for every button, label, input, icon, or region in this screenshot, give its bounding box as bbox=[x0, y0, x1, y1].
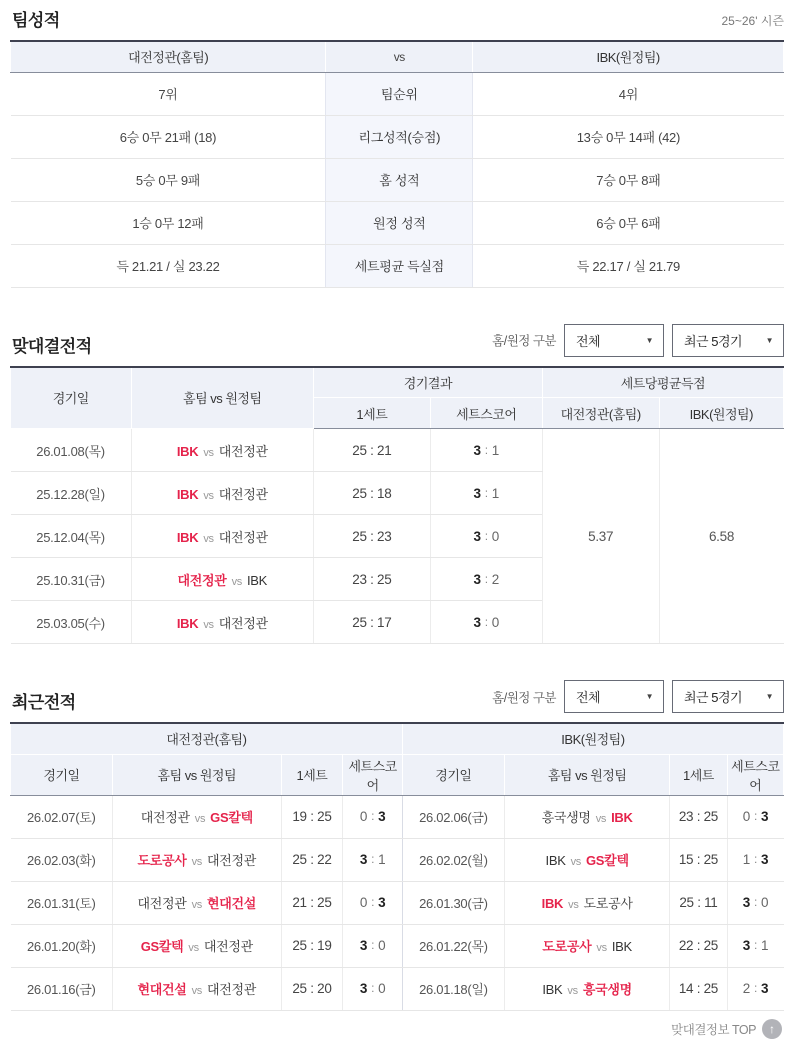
matchup bbox=[131, 601, 313, 644]
matchup-col-header: 홈팀 vs 원정팀 bbox=[113, 754, 282, 795]
table-row bbox=[11, 795, 784, 838]
home-team: 도로공사 bbox=[542, 939, 592, 954]
home-team-header: 대전정관(홈팀) bbox=[11, 41, 326, 72]
away-team: IBK bbox=[246, 572, 268, 588]
left-group-header: 대전정관(홈팀) bbox=[11, 723, 403, 754]
home-sets: 3 bbox=[742, 895, 750, 910]
team-stats-title: 팀성적 bbox=[12, 11, 60, 30]
matchup bbox=[504, 838, 669, 881]
colon: : bbox=[484, 442, 488, 457]
first-set-score: 25 : 17 bbox=[314, 601, 431, 644]
vs-label: vs bbox=[191, 985, 202, 997]
away-sets: 1 bbox=[491, 442, 499, 458]
matchup bbox=[504, 967, 669, 1010]
vs-label: vs bbox=[231, 575, 242, 588]
colon: : bbox=[484, 485, 488, 500]
away-team-header: IBK(원정팀) bbox=[473, 41, 784, 72]
matchup-col-header: 홈팀 vs 원정팀 bbox=[131, 367, 313, 429]
matchup bbox=[131, 472, 313, 515]
match-date: 25.03.05(수) bbox=[11, 601, 132, 644]
away-sets: 0 bbox=[491, 528, 499, 544]
home-sets: 3 bbox=[473, 571, 481, 587]
away-team: 대전정관 bbox=[203, 939, 253, 954]
colon: : bbox=[371, 938, 375, 952]
chevron-down-icon: ▼ bbox=[765, 692, 773, 701]
home-team: 대전정관 bbox=[140, 810, 190, 825]
match-date: 26.01.30(금) bbox=[402, 881, 504, 924]
match-date: 26.02.03(화) bbox=[11, 838, 113, 881]
home-value: 5승 0무 9패 bbox=[11, 158, 326, 201]
table-row bbox=[11, 158, 784, 201]
away-sets: 2 bbox=[491, 571, 499, 587]
home-team: 대전정관 bbox=[177, 572, 227, 588]
setscore-col-header: 세트스코어 bbox=[727, 754, 783, 795]
right-group-header: IBK(원정팀) bbox=[402, 723, 783, 754]
result-group-header: 경기결과 bbox=[314, 367, 543, 398]
stat-label: 팀순위 bbox=[326, 72, 473, 115]
colon: : bbox=[371, 981, 375, 995]
away-sets: 1 bbox=[491, 485, 499, 501]
home-sets: 0 bbox=[742, 809, 750, 824]
date-col-header: 경기일 bbox=[11, 754, 113, 795]
away-sets: 1 bbox=[378, 852, 386, 867]
h2h-filters bbox=[492, 324, 784, 357]
vs-label: vs bbox=[567, 985, 578, 997]
recent-header bbox=[10, 680, 784, 713]
away-value: 7승 0무 8패 bbox=[473, 158, 784, 201]
colon: : bbox=[371, 809, 375, 823]
first-set-score: 14 : 25 bbox=[670, 967, 727, 1010]
vs-label: vs bbox=[191, 856, 202, 868]
first-set-score: 25 : 19 bbox=[281, 924, 343, 967]
away-value: 4위 bbox=[473, 72, 784, 115]
away-sets: 3 bbox=[761, 852, 769, 867]
away-sets: 3 bbox=[378, 809, 386, 824]
set-score bbox=[343, 838, 403, 881]
team-stats-head-row bbox=[11, 41, 784, 72]
avg-points-away: 6.58 bbox=[659, 429, 783, 644]
home-sets: 1 bbox=[742, 852, 750, 867]
away-team: 대전정관 bbox=[218, 529, 268, 545]
first-set-score: 25 : 23 bbox=[314, 515, 431, 558]
scope-select-value: 전체 bbox=[576, 333, 601, 349]
home-sets: 3 bbox=[473, 442, 481, 458]
home-team: GS칼텍 bbox=[140, 939, 184, 954]
home-team: IBK bbox=[176, 486, 199, 502]
chevron-down-icon: ▼ bbox=[645, 692, 653, 701]
away-sets: 0 bbox=[761, 895, 769, 910]
away-team: 현대건설 bbox=[206, 896, 257, 911]
first-set-score: 25 : 20 bbox=[281, 967, 343, 1010]
vs-label: vs bbox=[570, 856, 581, 868]
set-score bbox=[430, 601, 542, 644]
away-team: GS칼텍 bbox=[210, 810, 253, 825]
match-date: 25.10.31(금) bbox=[11, 558, 132, 601]
first-set-score: 25 : 11 bbox=[670, 881, 727, 924]
vs-label: vs bbox=[595, 813, 607, 825]
home-away-filter-label: 홈/원정 구분 bbox=[492, 334, 556, 348]
away-value: 6승 0무 6패 bbox=[473, 201, 784, 244]
colon: : bbox=[753, 809, 758, 823]
colon: : bbox=[753, 981, 758, 995]
set-score bbox=[430, 515, 542, 558]
vs-label: vs bbox=[596, 942, 607, 954]
home-value: 1승 0무 12패 bbox=[11, 201, 326, 244]
matchup bbox=[131, 515, 313, 558]
home-team: 도로공사 bbox=[137, 853, 187, 868]
home-sets: 3 bbox=[473, 614, 481, 630]
away-team: 도로공사 bbox=[583, 896, 633, 911]
away-sets: 3 bbox=[761, 981, 769, 996]
season-label: 25~26' 시즌 bbox=[721, 14, 784, 28]
away-sets: 1 bbox=[761, 938, 769, 953]
home-team: IBK bbox=[545, 853, 566, 868]
away-sets: 0 bbox=[378, 981, 386, 996]
recent-title: 최근전적 bbox=[12, 693, 76, 712]
stat-label: 리그성적(승점) bbox=[326, 115, 473, 158]
home-sets: 3 bbox=[359, 938, 368, 953]
vs-label: vs bbox=[203, 618, 214, 631]
matchup bbox=[504, 924, 669, 967]
home-sets: 3 bbox=[473, 528, 481, 544]
table-row bbox=[11, 881, 784, 924]
avg-points-home: 5.37 bbox=[542, 429, 659, 644]
away-sets: 3 bbox=[378, 895, 386, 910]
away-team: IBK bbox=[611, 810, 633, 825]
h2h-header bbox=[10, 324, 784, 357]
match-date: 26.02.06(금) bbox=[402, 795, 504, 838]
home-team: IBK bbox=[176, 529, 199, 545]
home-sets: 3 bbox=[473, 485, 481, 501]
chevron-down-icon: ▼ bbox=[765, 335, 773, 345]
avg-group-header: 세트당평균득점 bbox=[542, 367, 783, 398]
matchup bbox=[131, 558, 313, 601]
range-select[interactable] bbox=[672, 324, 784, 357]
scope-select[interactable] bbox=[564, 324, 664, 357]
colon: : bbox=[371, 852, 375, 866]
set-score bbox=[343, 924, 403, 967]
first-set-score: 25 : 21 bbox=[314, 429, 431, 472]
match-date: 26.02.02(월) bbox=[402, 838, 504, 881]
set-score bbox=[430, 558, 542, 601]
away-sets: 0 bbox=[378, 938, 386, 953]
first-set-score: 23 : 25 bbox=[314, 558, 431, 601]
set-score bbox=[430, 429, 542, 472]
home-team: 대전정관 bbox=[137, 896, 187, 911]
match-date: 25.12.04(목) bbox=[11, 515, 132, 558]
setscore-col-header: 세트스코어 bbox=[343, 754, 403, 795]
match-date: 26.01.31(토) bbox=[11, 881, 113, 924]
home-sets: 3 bbox=[359, 852, 368, 867]
table-row bbox=[11, 115, 784, 158]
match-date: 26.01.08(목) bbox=[11, 429, 132, 472]
home-sets: 0 bbox=[359, 809, 368, 824]
match-date: 26.02.07(토) bbox=[11, 795, 113, 838]
matchup-col-header: 홈팀 vs 원정팀 bbox=[504, 754, 669, 795]
colon: : bbox=[484, 571, 488, 586]
colon: : bbox=[484, 528, 488, 543]
set1-col-header: 1세트 bbox=[670, 754, 727, 795]
home-value: 득 21.21 / 실 23.22 bbox=[11, 244, 326, 287]
first-set-score: 22 : 25 bbox=[670, 924, 727, 967]
h2h-table bbox=[10, 366, 784, 645]
table-row bbox=[11, 924, 784, 967]
home-value: 7위 bbox=[11, 72, 326, 115]
home-away-filter-label: 홈/원정 구분 bbox=[492, 690, 556, 705]
colon: : bbox=[753, 938, 758, 952]
home-sets: 3 bbox=[359, 981, 368, 996]
away-sets: 3 bbox=[761, 809, 769, 824]
away-team: IBK bbox=[611, 939, 632, 954]
matchup bbox=[113, 838, 282, 881]
set-score bbox=[727, 838, 783, 881]
avg-home-col-header: 대전정관(홈팀) bbox=[542, 398, 659, 429]
away-team: 대전정관 bbox=[218, 443, 268, 459]
set-score bbox=[727, 924, 783, 967]
range-select-value: 최근 5경기 bbox=[684, 333, 743, 349]
home-team: 현대건설 bbox=[137, 982, 187, 997]
table-row bbox=[11, 838, 784, 881]
match-date: 25.12.28(일) bbox=[11, 472, 132, 515]
away-team: GS칼텍 bbox=[586, 853, 629, 868]
away-value: 득 22.17 / 실 21.79 bbox=[473, 244, 784, 287]
h2h-title: 맞대결전적 bbox=[12, 336, 92, 356]
range-select[interactable] bbox=[672, 680, 784, 713]
away-team: 대전정관 bbox=[218, 615, 268, 631]
scope-select-value: 전체 bbox=[576, 690, 601, 705]
date-col-header: 경기일 bbox=[11, 367, 132, 429]
table-row bbox=[11, 244, 784, 287]
home-value: 6승 0무 21패 (18) bbox=[11, 115, 326, 158]
home-team: IBK bbox=[541, 896, 564, 911]
set-score bbox=[343, 881, 403, 924]
away-team: 대전정관 bbox=[206, 982, 257, 997]
vs-label: vs bbox=[203, 532, 214, 545]
stat-label: 원정 성적 bbox=[326, 201, 473, 244]
match-date: 26.01.22(목) bbox=[402, 924, 504, 967]
matchup bbox=[131, 429, 313, 472]
vs-label: vs bbox=[203, 489, 214, 502]
colon: : bbox=[484, 614, 488, 629]
match-date: 26.01.18(일) bbox=[402, 967, 504, 1010]
matchup bbox=[504, 795, 669, 838]
table-row bbox=[11, 967, 784, 1010]
colon: : bbox=[371, 895, 375, 909]
set-score bbox=[343, 967, 403, 1010]
home-team: IBK bbox=[176, 615, 199, 631]
home-team: IBK bbox=[176, 443, 199, 459]
date-col-header: 경기일 bbox=[402, 754, 504, 795]
table-row bbox=[11, 201, 784, 244]
set-score bbox=[727, 967, 783, 1010]
set1-col-header: 1세트 bbox=[281, 754, 343, 795]
away-team: 대전정관 bbox=[218, 486, 268, 502]
away-sets: 0 bbox=[491, 614, 499, 630]
matchup bbox=[504, 881, 669, 924]
vs-label: vs bbox=[191, 899, 202, 911]
away-team: 흥국생명 bbox=[582, 982, 632, 997]
away-team: 대전정관 bbox=[206, 853, 257, 868]
recent-table bbox=[10, 722, 784, 1011]
table-row bbox=[11, 72, 784, 115]
first-set-score: 15 : 25 bbox=[670, 838, 727, 881]
range-select-value: 최근 5경기 bbox=[684, 690, 743, 705]
matchup bbox=[113, 924, 282, 967]
vs-label: vs bbox=[203, 446, 214, 459]
stat-label: 홈 성적 bbox=[326, 158, 473, 201]
vs-label: vs bbox=[188, 942, 199, 954]
vs-header: vs bbox=[326, 41, 473, 72]
first-set-score: 25 : 22 bbox=[281, 838, 343, 881]
colon: : bbox=[753, 852, 758, 866]
scroll-top-button[interactable] bbox=[762, 1019, 782, 1039]
colon: : bbox=[753, 895, 758, 909]
home-sets: 3 bbox=[742, 938, 750, 953]
team-stats-header bbox=[10, 6, 784, 31]
arrow-up-icon: ↑ bbox=[769, 1021, 775, 1036]
table-row bbox=[11, 429, 784, 472]
set-score bbox=[343, 795, 403, 838]
avg-away-col-header: IBK(원정팀) bbox=[659, 398, 783, 429]
home-sets: 0 bbox=[359, 895, 368, 910]
recent-col-head-row bbox=[11, 754, 784, 795]
match-date: 26.01.20(화) bbox=[11, 924, 113, 967]
set-score bbox=[727, 881, 783, 924]
first-set-score: 21 : 25 bbox=[281, 881, 343, 924]
first-set-score: 25 : 18 bbox=[314, 472, 431, 515]
set-score bbox=[430, 472, 542, 515]
vs-label: vs bbox=[194, 813, 206, 825]
top-link-label: 맞대결정보 TOP bbox=[671, 1022, 756, 1037]
set-score bbox=[727, 795, 783, 838]
team-stats-table bbox=[10, 40, 784, 288]
h2h-head-row-1 bbox=[11, 367, 784, 398]
vs-label: vs bbox=[568, 899, 579, 911]
recent-filters bbox=[492, 680, 784, 713]
setscore-col-header: 세트스코어 bbox=[430, 398, 542, 429]
away-value: 13승 0무 14패 (42) bbox=[473, 115, 784, 158]
set1-col-header: 1세트 bbox=[314, 398, 431, 429]
home-sets: 2 bbox=[742, 981, 750, 996]
matchup bbox=[113, 881, 282, 924]
matchup bbox=[113, 795, 282, 838]
chevron-down-icon: ▼ bbox=[645, 335, 653, 345]
scope-select[interactable] bbox=[564, 680, 664, 713]
first-set-score: 23 : 25 bbox=[670, 795, 727, 838]
home-team: IBK bbox=[542, 982, 563, 997]
match-date: 26.01.16(금) bbox=[11, 967, 113, 1010]
first-set-score: 19 : 25 bbox=[281, 795, 343, 838]
stat-label: 세트평균 득실점 bbox=[326, 244, 473, 287]
home-team: 흥국생명 bbox=[541, 810, 591, 825]
recent-group-head-row bbox=[11, 723, 784, 754]
matchup bbox=[113, 967, 282, 1010]
